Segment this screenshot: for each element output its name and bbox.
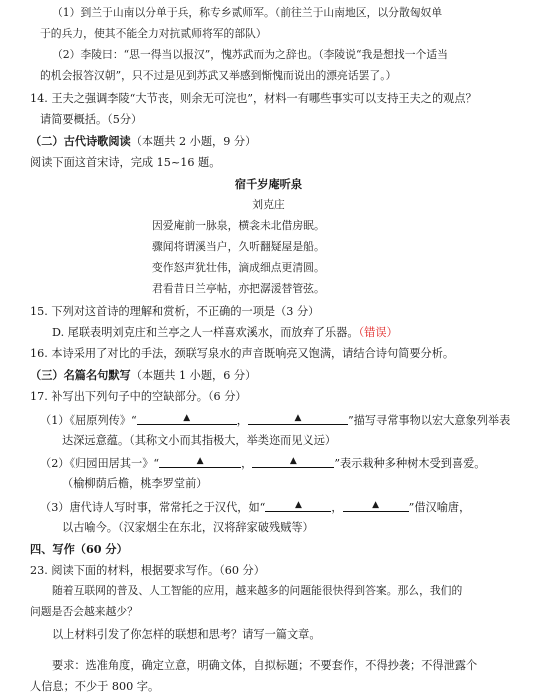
writing-prompt: 以上材料引发了你怎样的联想和思考？请写一篇文章。	[52, 628, 321, 641]
answer-line-1: （1）到兰于山南以分单于兵，称专乡贰师军。（前往兰于山南地区，以分散匈奴单	[52, 6, 443, 19]
blank-triangle-icon: ▲	[183, 413, 191, 423]
q17-item-1-line-2: 达深远意蕴。（其称文小而其指极大，举类迩而见义远）	[62, 434, 337, 447]
question-14-line-2: 请简要概括。（5分）	[40, 113, 143, 126]
fill-blank[interactable]	[343, 501, 409, 512]
poem-line-4: 君看昔日兰亭帖，亦把潺湲替管弦。	[152, 282, 325, 295]
section-2-heading	[30, 136, 256, 147]
section-3-title: （三）名篇名句默写	[30, 368, 131, 382]
fill-blank[interactable]	[248, 414, 348, 425]
q17-item-3-comma: ，	[331, 501, 343, 514]
question-17: 17. 补写出下列句子中的空缺部分。（6 分）	[30, 390, 247, 403]
question-16: 16. 本诗采用了对比的手法，颈联写泉水的声音既响亮又饱满，请结合诗句简要分析。	[30, 347, 455, 360]
q17-item-3-line-2: 以古喻今。（汉家烟尘在东北，汉将辞家破残贼等）	[62, 521, 314, 534]
answer-line-4: 的机会报答汉朝”，只不过是见到苏武又举感到惭愧而说出的漂亮话罢了。）	[40, 69, 397, 82]
fill-blank[interactable]	[137, 414, 237, 425]
section-4-heading: 四、写作（60 分）	[30, 542, 128, 556]
q17-item-2-line-2: （榆柳荫后檐，桃李罗堂前）	[62, 477, 208, 490]
question-23: 23. 阅读下面的材料，根据要求写作。（60 分）	[30, 564, 265, 577]
q17-item-3-suffix: ”借汉喻唐，	[408, 501, 471, 514]
q17-item-1-prefix: （1）《屈原列传》“	[40, 414, 137, 427]
blank-triangle-icon: ▲	[294, 413, 302, 423]
poem-title: 宿千岁庵听泉	[234, 177, 303, 191]
material-line-1: 随着互联网的普及、人工智能的应用，越来越多的问题能很快得到答案。那么，我们的	[52, 584, 463, 597]
q17-item-1-comma: ，	[236, 414, 248, 427]
answer-line-2: 于的兵力，使其不能全力对抗贰师将军的部队）	[40, 27, 267, 40]
q17-item-2-prefix: （2）《归园田居其一》“	[40, 457, 160, 470]
answer-line-3: （2）李陵曰：“思一得当以报汉”，愧苏武而为之辞也。（李陵说“我是想找一个适当	[52, 48, 448, 61]
fill-blank[interactable]	[265, 501, 331, 512]
option-d-text: D. 尾联表明刘克庄和兰亭之人一样喜欢溪水，而放弃了乐器。	[52, 326, 359, 339]
blank-triangle-icon: ▲	[294, 500, 302, 510]
fill-blank[interactable]	[159, 457, 241, 468]
q17-item-1-suffix: ”描写寻常事物以宏大意象列举表	[347, 414, 511, 427]
q17-item-3-line-1	[40, 501, 470, 513]
section-2-title: （二）古代诗歌阅读	[30, 134, 131, 148]
material-line-2: 问题是否会越来越少？	[30, 605, 138, 618]
poem-line-3: 变作怒声犹壮伟，滴成细点更清圆。	[152, 261, 325, 274]
poem-line-2: 骤闻将谓溪当户，久听翻疑屋是船。	[152, 240, 325, 253]
wrong-mark: （错误）	[358, 326, 398, 339]
poem-intro: 阅读下面这首宋诗，完成 15~16 题。	[30, 156, 221, 169]
blank-triangle-icon: ▲	[196, 456, 204, 466]
section-3-note: （本题共 1 小题，6 分）	[130, 369, 257, 382]
fill-blank[interactable]	[252, 457, 334, 468]
section-2-note: （本题共 2 小题，9 分）	[130, 135, 257, 148]
section-3-heading	[30, 370, 256, 381]
q17-item-2-suffix: ”表示栽种多种树木受到喜爱。	[334, 457, 486, 470]
question-15-option-d	[52, 327, 398, 338]
q17-item-1-line-1	[40, 414, 510, 426]
q17-item-3-prefix: （3）唐代诗人写时事，常常托之于汉代，如“	[40, 501, 266, 514]
poem-line-1: 因爱庵前一脉泉，横衾未北借房眠。	[152, 219, 325, 232]
q17-item-2-comma: ，	[241, 457, 253, 470]
q17-item-2-line-1	[40, 457, 486, 469]
blank-triangle-icon: ▲	[289, 456, 297, 466]
question-14-line-1: 14. 王夫之强调李陵“大节丧，则余无可浣也”，材料一有哪些事实可以支持王夫之的观点？	[30, 92, 477, 105]
blank-triangle-icon: ▲	[372, 500, 380, 510]
poem-author: 刘克庄	[252, 198, 285, 211]
requirements-line-2: 人信息；不少于 800 字。	[30, 680, 160, 693]
requirements-line-1: 要求：选准角度，确定立意，明确文体，自拟标题；不要套作，不得抄袭；不得泄露个	[52, 659, 478, 672]
question-15: 15. 下列对这首诗的理解和赏析，不正确的一项是（3 分）	[30, 305, 320, 318]
